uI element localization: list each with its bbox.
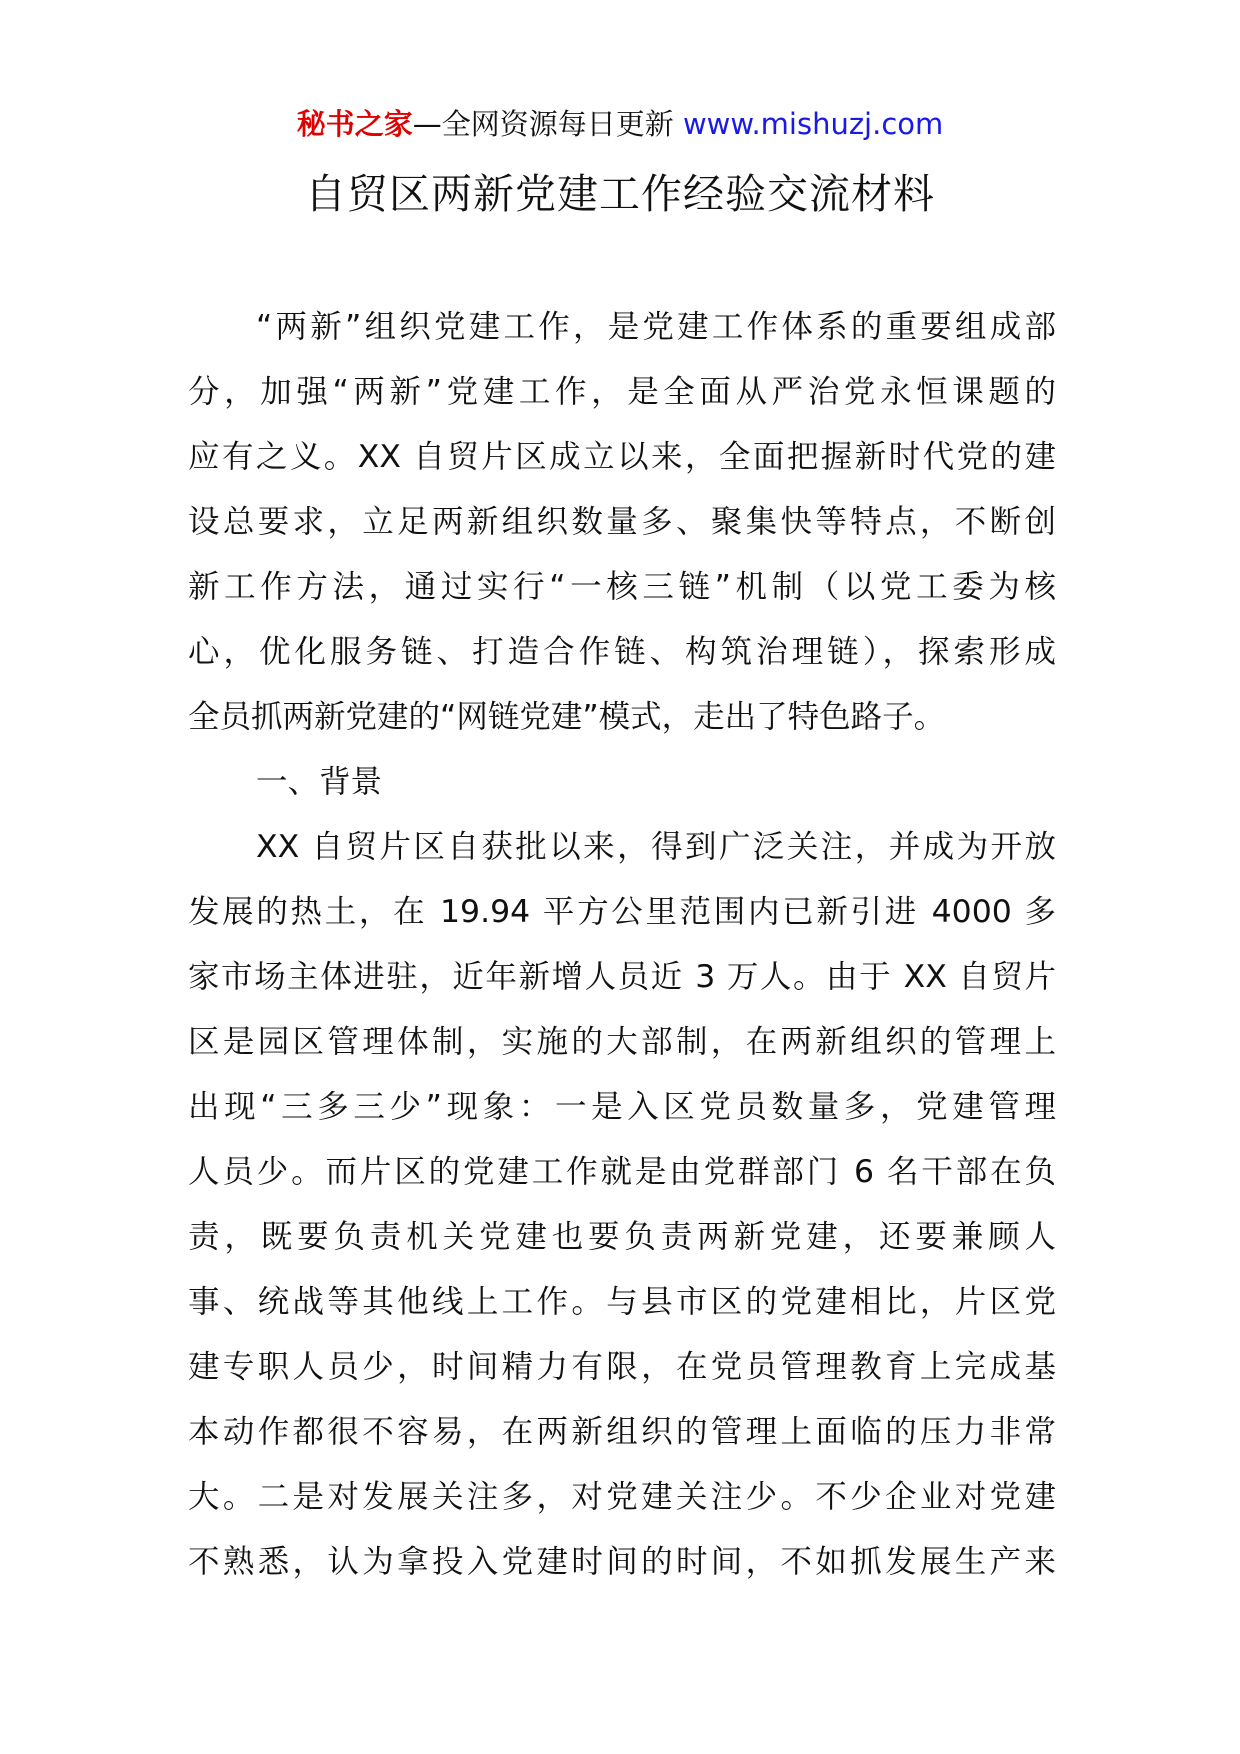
- text-line: 新工作方法，通过实行“一核三链”机制（以党工委为核: [188, 569, 1056, 605]
- text-line: 本动作都很不容易，在两新组织的管理上面临的压力非常: [188, 1414, 1056, 1450]
- text-line: 分，加强“两新”党建工作，是全面从严治党永恒课题的: [188, 374, 1056, 410]
- text-line: 人员少。而片区的党建工作就是由党群部门 6 名干部在负: [188, 1154, 1056, 1190]
- site-brand: 秘书之家: [296, 107, 413, 141]
- text-line: 出现“三多三少”现象：一是入区党员数量多，党建管理: [188, 1089, 1056, 1125]
- site-header: [0, 104, 1240, 144]
- document-body: [188, 295, 1056, 1595]
- text-line: 心，优化服务链、打造合作链、构筑治理链），探索形成: [188, 634, 1056, 670]
- text-line: “两新”组织党建工作，是党建工作体系的重要组成部: [256, 309, 1056, 345]
- text-line: 应有之义。XX 自贸片区成立以来，全面把握新时代党的建: [188, 439, 1056, 475]
- text-line: 发展的热土，在 19.94 平方公里范围内已新引进 4000 多: [188, 894, 1056, 930]
- text-line: 大。二是对发展关注多，对党建关注少。不少企业对党建: [188, 1479, 1056, 1515]
- text-line: XX 自贸片区自获批以来，得到广泛关注，并成为开放: [256, 829, 1056, 865]
- text-line: 建专职人员少，时间精力有限，在党员管理教育上完成基: [188, 1349, 1056, 1385]
- site-url-link[interactable]: www.mishuzj.com: [682, 107, 944, 141]
- text-line: 设总要求，立足两新组织数量多、聚集快等特点，不断创: [188, 504, 1056, 540]
- text-line: 不熟悉，认为拿投入党建时间的时间，不如抓发展生产来: [188, 1544, 1056, 1580]
- text-line: 事、统战等其他线上工作。与县市区的党建相比，片区党: [188, 1284, 1056, 1320]
- text-line: 家市场主体进驻，近年新增人员近 3 万人。由于 XX 自贸片: [188, 959, 1056, 995]
- text-line: 责，既要负责机关党建也要负责两新党建，还要兼顾人: [188, 1219, 1056, 1255]
- site-tagline: —全网资源每日更新: [412, 107, 683, 141]
- text-line: 区是园区管理体制，实施的大部制，在两新组织的管理上: [188, 1024, 1056, 1060]
- section-heading: 一、背景: [256, 764, 383, 800]
- document-title: 自贸区两新党建工作经验交流材料: [305, 170, 935, 218]
- text-line: 全员抓两新党建的“网链党建”模式，走出了特色路子。: [188, 699, 946, 735]
